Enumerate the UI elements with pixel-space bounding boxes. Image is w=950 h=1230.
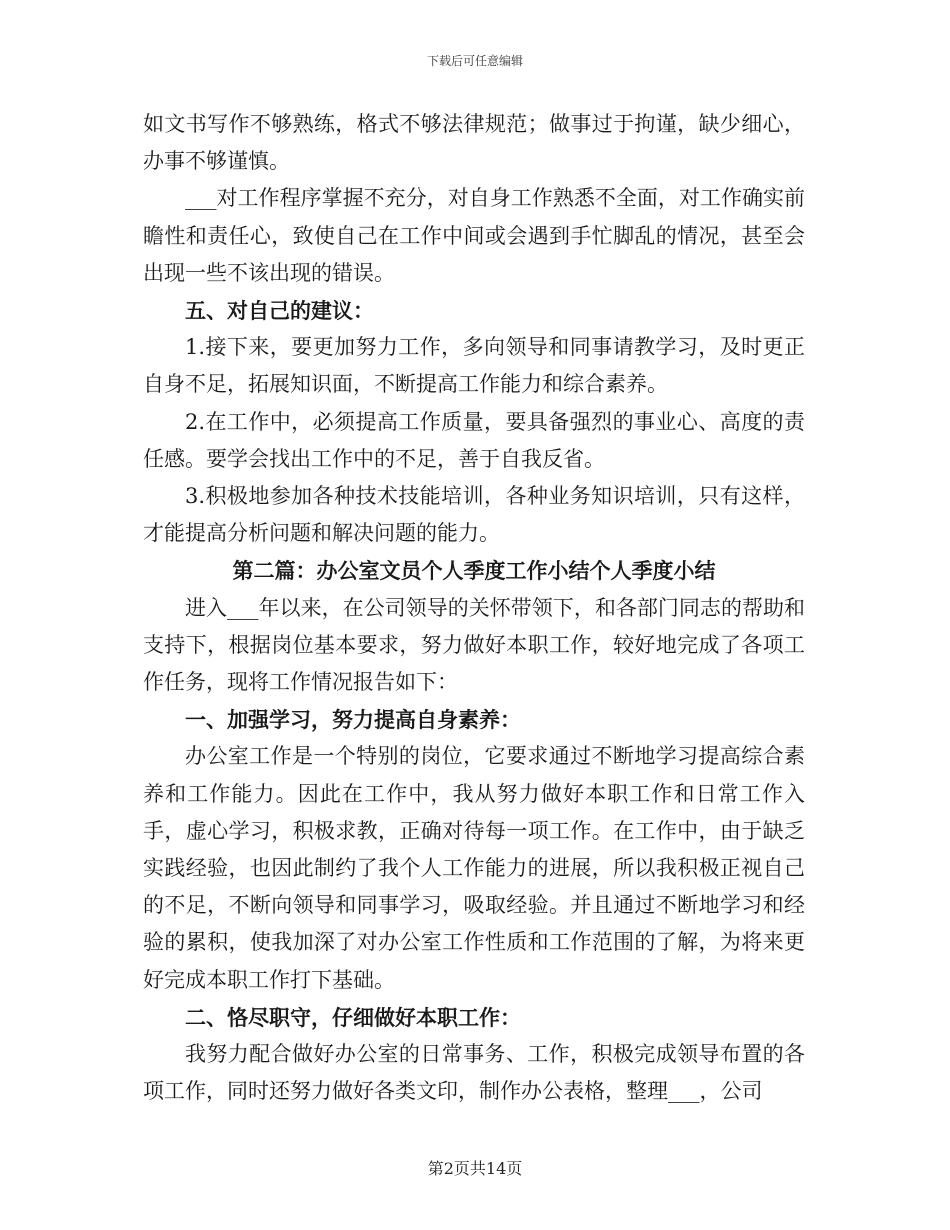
chapter-title: 第二篇：办公室文员个人季度工作小结个人季度小结 <box>232 558 716 584</box>
paragraph: 如文书写作不够熟练，格式不够法律规范；做事过于拘谨，缺少细心，办事不够谨慎。 <box>143 112 805 174</box>
paragraph: 进入___年以来，在公司领导的关怀带领下，和各部门同志的帮助和支持下，根据岗位基本要求，努力做好本职工作，较好地完成了各项工作任务，现将工作情况报告如下： <box>143 595 805 695</box>
section-heading: 二、恪尽职守，仔细做好本职工作： <box>185 1004 521 1030</box>
list-item: 2.在工作中，必须提高工作质量，要具备强烈的事业心、高度的责任感。要学会找出工作中的不足，善于自我反省。 <box>143 409 805 471</box>
list-item: 1.接下来，要更加努力工作，多向领导和同事请教学习，及时更正自身不足，拓展知识面，不断提高工作能力和综合素养。 <box>143 335 805 397</box>
paragraph: 我努力配合做好办公室的日常事务、工作，积极完成领导布置的各项工作，同时还努力做好各类文印，制作办公表格，整理___，公司 <box>143 1042 805 1104</box>
document-body <box>143 106 805 1110</box>
paragraph: ___对工作程序掌握不充分，对自身工作熟悉不全面，对工作确实前瞻性和责任心，致使自己在工作中间或会遇到手忙脚乱的情况，甚至会出现一些不该出现的错误。 <box>143 186 805 285</box>
page-number: 第2页共14页 <box>427 1159 523 1178</box>
section-heading: 五、对自己的建议： <box>185 298 374 324</box>
list-item: 3.积极地参加各种技术技能培训，各种业务知识培训，只有这样，才能提高分析问题和解决问题的能力。 <box>143 484 805 546</box>
section-heading: 一、加强学习，努力提高自身素养： <box>185 707 521 733</box>
paragraph: 办公室工作是一个特别的岗位，它要求通过不断地学习提高综合素养和工作能力。因此在工作中，我从努力做好本职工作和日常工作入手，虚心学习，积极求教，正确对待每一项工作。在工作中，由于缺乏实践经验，也因此制约了我个人工作能力的进展，所以我积极正视自己的不足，不断向领导和同事学习，吸取经验。并且通过不断地学习和经验的累积，使我加深了对办公室工作性质和工作范围的了解，为将来更好完成本职工作打下基础。 <box>143 744 805 992</box>
page-header: 下载后可任意编辑 <box>426 54 523 68</box>
